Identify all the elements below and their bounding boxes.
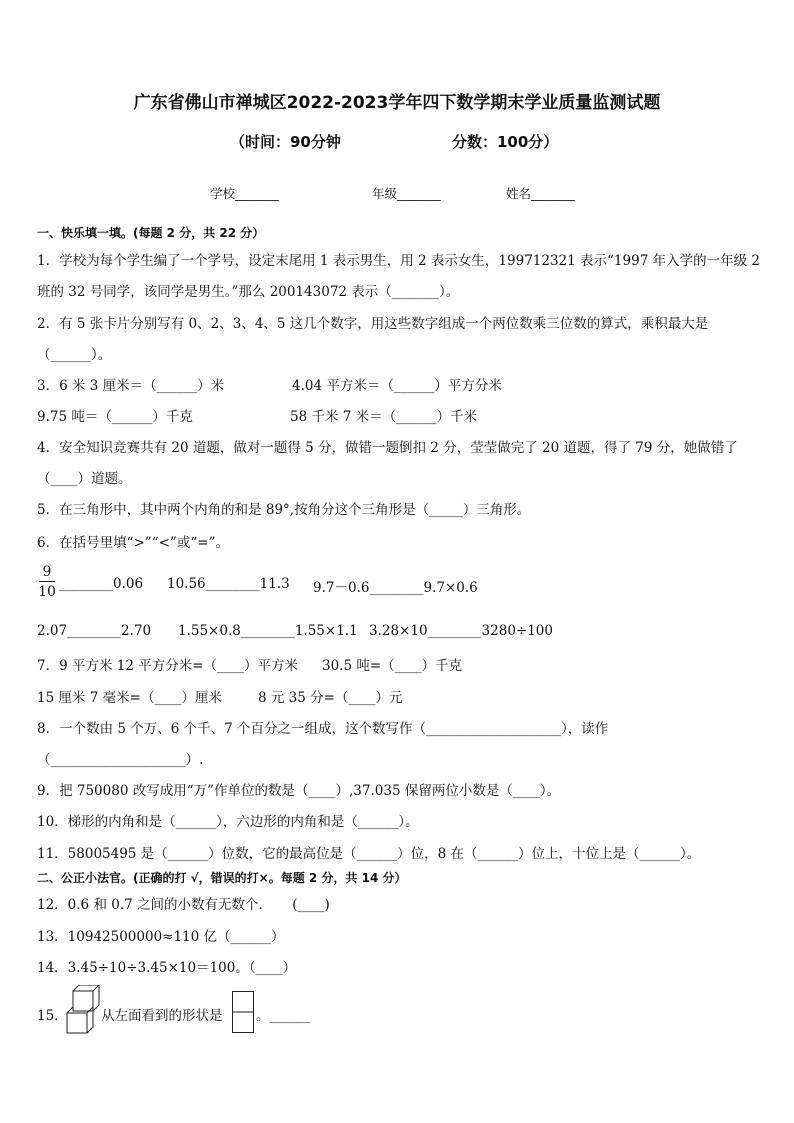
- question-6-part-d: 2.07________2.70: [37, 623, 152, 639]
- section-2-heading: 二、公正小法官。(正确的打 √，错误的打×。每题 2 分，共 14 分）: [37, 871, 407, 885]
- page-title: 广东省佛山市禅城区2022-2023学年四下数学期末学业质量监测试题: [133, 93, 661, 113]
- question-9: 9．把 750080 改写成用“万”作单位的数是（____）,37.035 保留两位小数是（____）。: [37, 783, 561, 799]
- question-13: 13．10942500000≈110 亿（______）: [37, 929, 285, 945]
- question-7-part-a: 7．9 平方米 12 平方分米=（____）平方米: [37, 658, 299, 674]
- time-label: （时间：90分钟: [230, 133, 341, 151]
- stacked-cubes-figure: [66, 985, 100, 1035]
- fraction-nine-tenths: [38, 563, 56, 602]
- question-15-text: 从左面看到的形状是: [101, 1008, 223, 1024]
- question-6-part-c: 9.7－0.6________9.7×0.6: [313, 580, 478, 596]
- question-3-part-a: 3．6 米 3 厘米＝（______）米: [37, 378, 225, 394]
- question-6-part-b: 10.56________11.3: [167, 576, 290, 592]
- fraction-numerator: 9: [42, 564, 52, 580]
- question-14: 14．3.45÷10÷3.45×10＝100。（____）: [37, 960, 297, 976]
- section-1-heading: 一、快乐填一填。(每题 2 分，共 22 分）: [37, 226, 265, 240]
- question-6-part-f: 3.28×10________3280÷100: [369, 623, 553, 639]
- grade-field: 年级_______: [372, 186, 441, 201]
- question-4-line-1: 4．安全知识竞赛共有 20 道题，做对一题得 5 分，做错一题倒扣 2 分，莹莹做完了 20 道题，得了 79 分，她做错了: [37, 440, 738, 456]
- fraction-denominator: 10: [38, 584, 56, 600]
- question-1-line-2: 班的 32 号同学，该同学是男生。”那么 200143072 表示（_______）。: [37, 284, 460, 300]
- question-7-part-d: 8 元 35 分=（____）元: [258, 690, 403, 706]
- question-10: 10．梯形的内角和是（______），六边形的内角和是（______）。: [37, 814, 419, 830]
- score-label: 分数：100分）: [452, 133, 559, 151]
- question-2-line-2: （______）。: [37, 347, 112, 363]
- question-7-part-c: 15 厘米 7 毫米=（____）厘米: [37, 690, 222, 706]
- question-8-line-1: 8．一个数由 5 个万、6 个千、7 个百分之一组成，这个数写作（____________________），读作: [37, 721, 609, 737]
- question-3-part-b: 4.04 平方米＝（______）平方分米: [292, 378, 502, 394]
- question-8-line-2: （____________________）.: [37, 752, 204, 768]
- question-3-part-d: 58 千米 7 米＝（______）千米: [290, 409, 478, 425]
- question-15-answer-blank: 。______: [256, 1008, 310, 1024]
- question-4-line-2: （____）道题。: [37, 471, 132, 487]
- question-12: 12．0.6 和 0.7 之间的小数有无数个． (____): [37, 897, 330, 913]
- school-field: 学校_______: [210, 186, 279, 201]
- question-6-part-e: 1.55×0.8________1.55×1.1: [178, 623, 358, 639]
- question-1-line-1: 1．学校为每个学生编了一个学号，设定末尾用 1 表示男生，用 2 表示女生，199712321 表示“1997 年入学的一年级 2: [37, 253, 760, 269]
- question-6-part-a: ________0.06: [59, 576, 144, 592]
- question-6: 6．在括号里填“>”“<”或“=”。: [37, 535, 229, 551]
- question-7-part-b: 30.5 吨=（____）千克: [322, 658, 463, 674]
- question-3-part-c: 9.75 吨＝（______）千克: [37, 409, 193, 425]
- question-5: 5．在三角形中，其中两个内角的和是 89°,按角分这个三角形是（_____）三角形。: [37, 502, 531, 518]
- name-field: 姓名_______: [506, 186, 575, 201]
- two-squares-stacked-shape: [232, 991, 254, 1033]
- question-2-line-1: 2．有 5 张卡片分别写有 0、2、3、4、5 这几个数字，用这些数字组成一个两位数乘三位数的算式，乘积最大是: [37, 316, 709, 332]
- question-15-number: 15．: [37, 1008, 68, 1024]
- question-11: 11．58005495 是（______）位数，它的最高位是（______）位，8 在（______）位上，十位上是（______）。: [37, 846, 701, 862]
